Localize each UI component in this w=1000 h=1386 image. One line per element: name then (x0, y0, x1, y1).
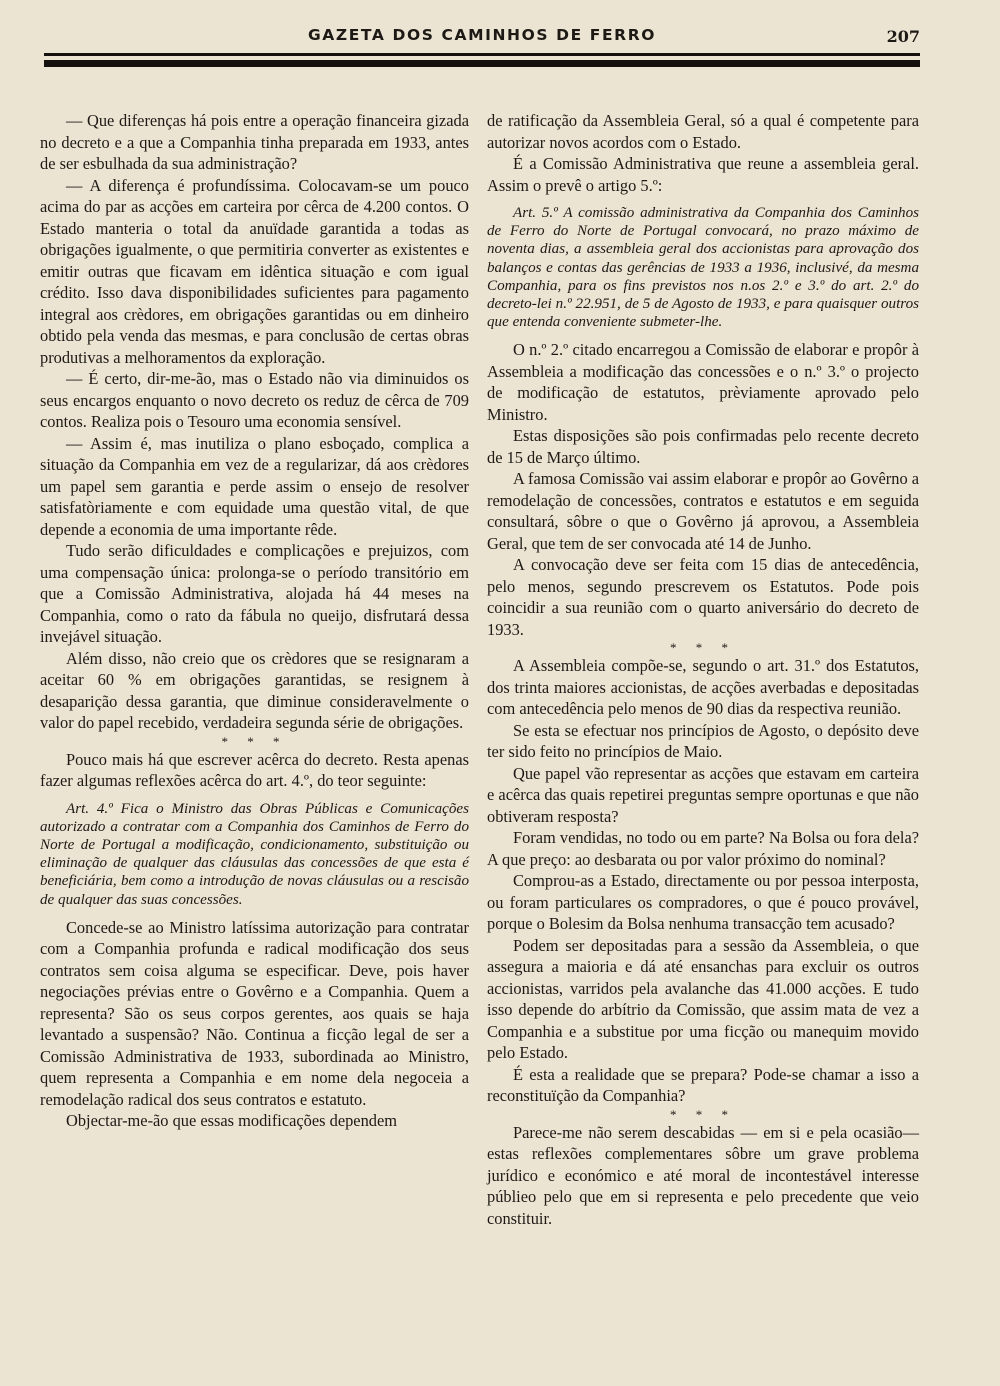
paragraph: A convocação deve ser feita com 15 dias de antecedência, pelo menos, segundo prescrevem os Estatutos. Pode pois coincidir a sua reunião com o quarto aniversário do decreto de 1933. (487, 555, 919, 639)
paragraph: — É certo, dir-me-ão, mas o Estado não via diminuidos os seus encargos enquanto o novo decreto os reduz de cêrca de 709 contos. Realiza pois o Tesouro uma economia sensível. (40, 369, 469, 431)
paragraph: Se esta se efectuar nos princípios de Agosto, o depósito deve ter sido feito no princípios de Maio. (487, 720, 919, 762)
paragraph: Podem ser depositadas para a sessão da Assembleia, o que assegura a maioria e dá até ensanchas para excluir os outros accionistas, varridos pela avalanche das 41.000 acções. E tudo isso depende do arbítrio da Comissão, que assim mata de vez a Companhia e a substitue por uma ficção ou manequim movido pelo Estado. (487, 935, 919, 1063)
section-separator: * * * (221, 733, 288, 749)
header-rule-thick (44, 60, 920, 67)
paragraph: Foram vendidas, no todo ou em parte? Na Bolsa ou fora dela? A que preço: ao desbarata ou por valor próximo do nominal? (487, 828, 920, 869)
paragraph: A famosa Comissão vai assim elaborar e propôr ao Govêrno a remodelação de concessões, contratos e estatutos e em seguida consultará, sôbre o que o Govêrno já aprovou, a Assembleia Geral, que tem de ser convocada até 14 de Junho. (487, 469, 920, 553)
paragraph: A Assembleia compõe-se, segundo o art. 31.º dos Estatutos, dos trinta maiores accionistas, de acções averbadas e depositadas com antecedência pelo menos de 90 dias da respectiva reunião. (487, 656, 919, 719)
paragraph: Concede-se ao Ministro latíssima autorização para contratar com a Companhia profunda e radical modificação dos seus contratos sem coisa alguma se especificar. Deve, pois haver negociações prévias entre o Govêrno e a Companhia. Quem a representa? São os seus corpos gerentes, aos quais se haja levantado a suspensão? Não. Continua a ficção legal de ser a Comissão Administrativa de 1933, subordinada ao Ministro, quem representa a Companhia e em nome dela negoceia a remodelação radical dos seus contratos e estatuto. (40, 917, 469, 1109)
section-separator: * * * (670, 1106, 736, 1122)
paragraph: — Que diferenças há pois entre a operação financeira gizada no decreto e a que a Companhia tinha preparada em 1933, antes de ser esbulhada da sua administração? (40, 111, 469, 173)
section-separator: * * * (670, 640, 736, 656)
paragraph: — Assim é, mas inutiliza o plano esboçado, complica a situação da Companhia em vez de a regularizar, dá aos crèdores um papel sem garantia e perde assim o ensejo de resolver satisfatòriamente e com equidade uma questão vital, de que depende a economia de uma importante rêde. (40, 433, 469, 539)
page-number: 207 (886, 27, 920, 46)
paragraph: de ratificação da Assembleia Geral, só a qual é competente para autorizar novos acordos com o Estado. (487, 111, 919, 152)
paragraph: Pouco mais há que escrever acêrca do decreto. Resta apenas fazer algumas reflexões acêrca do art. 4.º, do teor seguinte: (40, 749, 469, 790)
paragraph: Estas disposições são pois confirmadas pelo recente decreto de 15 de Março último. (487, 426, 919, 467)
paragraph: Objectar-me-ão que essas modificações dependem (66, 1111, 397, 1131)
paragraph: Comprou-as a Estado, directamente ou por pessoa interposta, ou foram particulares os compradores, o que é pouco provável, porque o Bolesim da Bolsa nenhuma transacção tem acusado? (487, 871, 919, 934)
paragraph: Que papel vão representar as acções que estavam em carteira e acêrca das quais repetirei preguntas sempre oportunas e que não obtiveram resposta? (487, 763, 919, 826)
publication-title: GAZETA DOS CAMINHOS DE FERRO (307, 26, 657, 44)
paragraph: — A diferença é profundíssima. Colocavam-se um pouco acima do par as acções em carteira por cêrca de 4.200 contos. O Estado manteria o total da anuïdade garantida a todas as obrigações igualmente, o que permitiria converter as existentes e emitir outras que ficavam em idêntica situação e com igual crédito. Isso dava disponibilidades suficientes para pagamento integral aos crèdores, em obrigações garantidas ou em dinheiro obtido pela venda das mesmas, e para conclusão de certas obras produtivas a melhoramentos da exploração. (40, 175, 469, 367)
law-quotation: Art. 5.º A comissão administrativa da Companhia dos Caminhos de Ferro do Norte de Portugal convocará, no prazo máximo de noventa dias, a assembleia geral dos accionistas para aprovação dos balanços e contas das gerências de 1933 a 1936, inclusivé, da mesma Companhia, para os fins previstos nos n.os 2.º e 3.º do art. 2.º do decreto-lei n.º 22.951, de 5 de Agosto de 1933, e para quaisquer outros que entenda conveniente submeter-lhe. (487, 205, 919, 331)
law-quotation: Art. 4.º Fica o Ministro das Obras Públicas e Comunicações autorizado a contratar com a Companhia dos Caminhos de Ferro do Norte de Portugal a modificação, condicionamento, substituição ou eliminação de qualquer das cláusulas das concessões de que esta é beneficiária, bem como a introdução de novas cláusulas ou a rescisão de qualquer das suas concessões. (40, 800, 469, 908)
paragraph: Parece-me não serem descabidas — em si e pela ocasião—estas reflexões complementares sôbre um grave problema jurídico e económico e até moral de incontestável interesse públieo pelo que em si representa e pelo precedente que veio constituir. (487, 1122, 919, 1228)
right-column (487, 110, 919, 1229)
paragraph: É esta a realidade que se prepara? Pode-se chamar a isso a reconstituïção da Companhia? (487, 1064, 919, 1106)
paragraph: Tudo serão dificuldades e complicações e prejuizos, com uma compensação única: prolonga-se o período transitório em que a Comissão Administrativa, alojada há 44 meses na Companhia, como o rato da fábula no queijo, disfrutará dessa invejável situação. (40, 541, 469, 646)
left-column (40, 110, 469, 1132)
header-rule-thin (44, 53, 920, 56)
paragraph: Além disso, não creio que os crèdores que se resignaram a aceitar 60 % em obrigações garantidas, se resignem à desaparição dessa garantia, que diminue consideravelmente o valor do papel recebido, verdadeira segunda série de obrigações. (40, 648, 469, 732)
page-header (44, 22, 920, 44)
paragraph: É a Comissão Administrativa que reune a assembleia geral. Assim o prevê o artigo 5.º: (487, 154, 919, 195)
paragraph: O n.º 2.º citado encarregou a Comissão de elaborar e propôr à Assembleia a modificação das concessões e o n.º 3.º o projecto de modificação de estatutos, prèviamente aprovado pelo Ministro. (487, 340, 919, 424)
